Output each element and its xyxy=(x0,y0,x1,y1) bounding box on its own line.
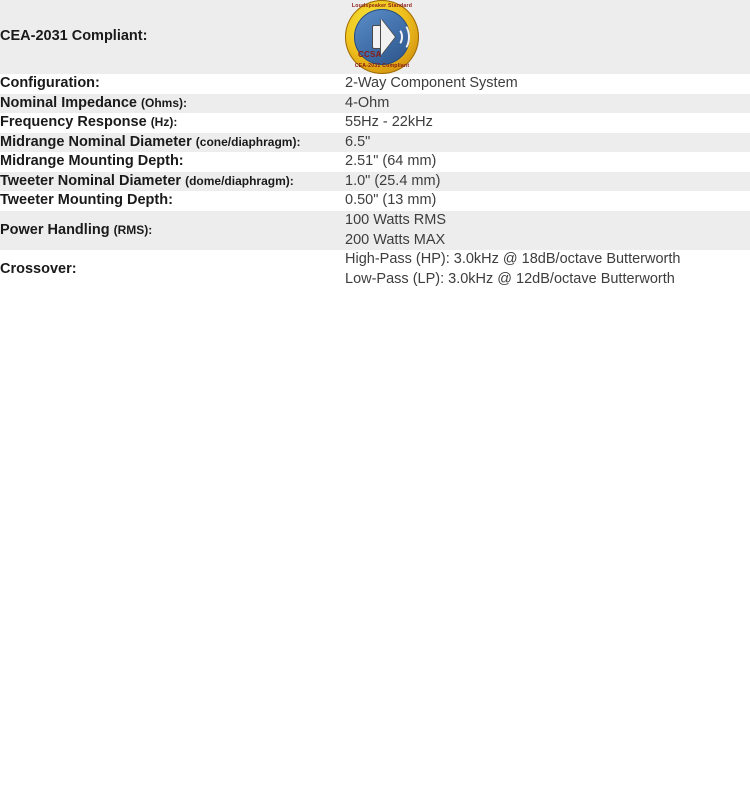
row-label: Frequency Response xyxy=(0,114,151,131)
table-row xyxy=(0,0,750,74)
row-label-cell xyxy=(0,172,345,192)
row-label-sub: (Hz): xyxy=(150,115,178,130)
row-label-cell xyxy=(0,94,345,114)
row-value-cell xyxy=(345,211,750,250)
table-row xyxy=(0,113,750,133)
row-value-cell xyxy=(345,250,750,289)
row-value: 200 Watts MAX xyxy=(345,231,446,248)
row-label-sub: (dome/diaphragm): xyxy=(185,173,294,188)
row-value-cell xyxy=(345,191,750,211)
row-label-cell xyxy=(0,133,345,153)
row-value: 1.0" (25.4 mm) xyxy=(345,172,441,189)
row-label: Tweeter Nominal Diameter xyxy=(0,172,186,189)
row-label-sub: (cone/diaphragm): xyxy=(195,134,301,149)
row-label-cell xyxy=(0,191,345,211)
row-label: Crossover: xyxy=(0,260,77,277)
row-label-cell xyxy=(0,152,345,172)
row-label: Tweeter Mounting Depth: xyxy=(0,192,173,209)
row-value: 2.51" (64 mm) xyxy=(345,153,437,170)
row-label-cell xyxy=(0,250,345,289)
row-label: Power Handling xyxy=(0,221,114,238)
row-value: Low-Pass (LP): 3.0kHz @ 12dB/octave Butterworth xyxy=(345,270,675,287)
row-value-cell xyxy=(345,113,750,133)
table-row xyxy=(0,94,750,114)
row-label: CEA-2031 Compliant: xyxy=(0,28,148,45)
row-label-cell xyxy=(0,74,345,94)
row-value: High-Pass (HP): 3.0kHz @ 18dB/octave Butterworth xyxy=(345,251,681,268)
table-row xyxy=(0,172,750,192)
row-value-cell xyxy=(345,172,750,192)
badge-text-bottom: CEA-2031 Compliant xyxy=(354,62,410,69)
table-row xyxy=(0,74,750,94)
row-label-cell xyxy=(0,211,345,250)
row-label: Nominal Impedance xyxy=(0,94,142,111)
table-row xyxy=(0,191,750,211)
row-value: 0.50" (13 mm) xyxy=(345,192,437,209)
cea-2031-compliant-badge-icon xyxy=(345,0,419,74)
row-value-cell xyxy=(345,133,750,153)
row-value: 55Hz - 22kHz xyxy=(345,114,433,131)
row-label: Configuration: xyxy=(0,75,100,91)
row-value: 100 Watts RMS xyxy=(345,211,446,228)
row-label-sub: (RMS): xyxy=(113,222,153,237)
table-row xyxy=(0,133,750,153)
row-value-cell xyxy=(345,0,750,74)
row-value: 4-Ohm xyxy=(345,94,390,111)
row-value: 2-Way Component System xyxy=(345,75,518,91)
specifications-table xyxy=(0,0,750,289)
row-label-sub: (Ohms): xyxy=(141,95,188,110)
row-label: Midrange Nominal Diameter xyxy=(0,133,196,150)
row-value-cell xyxy=(345,94,750,114)
spec-table-body xyxy=(0,0,750,289)
table-row xyxy=(0,152,750,172)
badge-text-mid: CCSA xyxy=(358,50,382,59)
row-label: Midrange Mounting Depth: xyxy=(0,153,184,170)
sound-wave-icon-2 xyxy=(394,23,410,51)
table-row xyxy=(0,250,750,289)
row-label-cell xyxy=(0,113,345,133)
badge-text-top: Loudspeaker Standard xyxy=(351,3,413,9)
row-value: 6.5" xyxy=(345,133,371,150)
row-label-cell xyxy=(0,0,345,74)
row-value-cell xyxy=(345,152,750,172)
row-value-cell xyxy=(345,74,750,94)
table-row xyxy=(0,211,750,250)
